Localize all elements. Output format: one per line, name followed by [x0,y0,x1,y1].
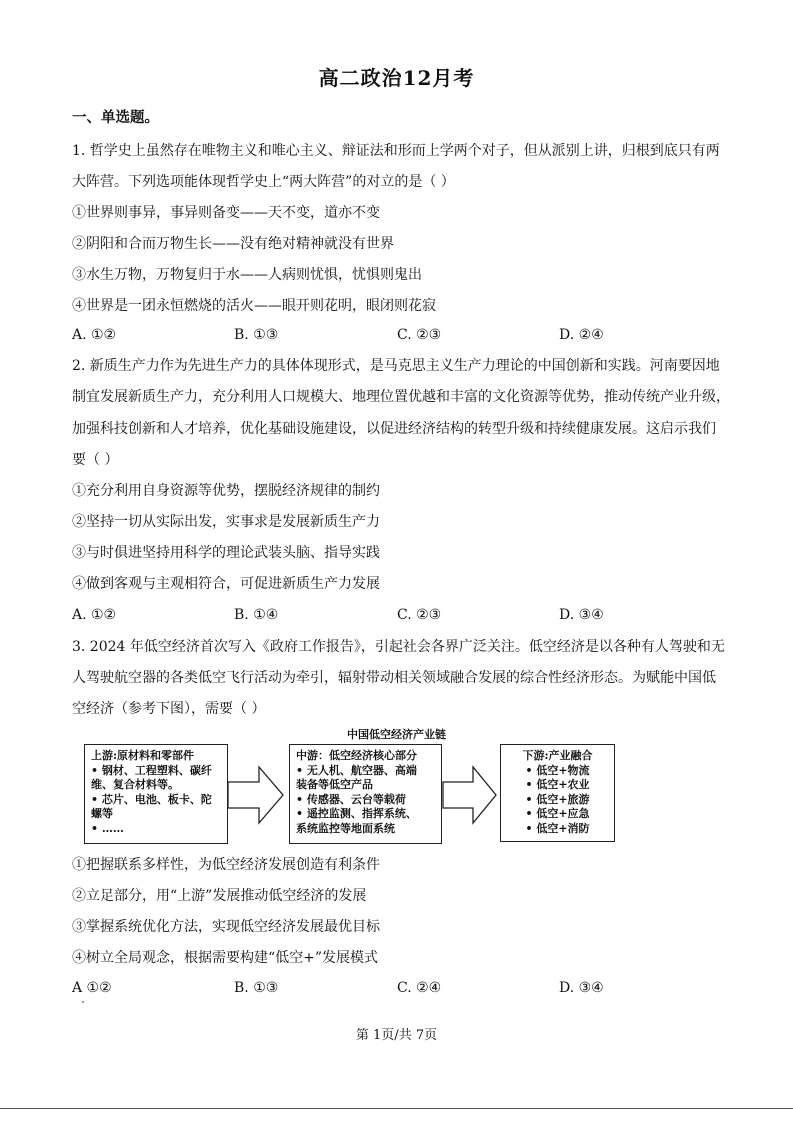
downstream-item: • 低空+农业 [525,778,590,791]
q1-option-d: D. ②④ [559,327,604,343]
q2-statement: ①充分利用自身资源等优势，摆脱经济规律的制约 [72,483,380,499]
q2-statement: ③与时俱进坚持用科学的理论武装头脑、指导实践 [72,545,380,561]
q3-stem-line: 人驾驶航空器的各类低空飞行活动为牵引，辐射带动相关领域融合发展的综合性经济形态。为赋能中国低 [72,670,716,686]
downstream-box [500,744,615,842]
midstream-heading: 中游：低空经济核心部分 [296,749,417,762]
downstream-item: • 低空+物流 [525,763,590,777]
q3-statement: ①把握联系多样性，为低空经济发展创造有利条件 [72,857,380,873]
upstream-item: 螺等 [91,807,113,820]
q2-statement: ④做到客观与主观相符合，可促进新质生产力发展 [72,576,380,592]
page-bottom-rule [0,1108,793,1109]
q3-stem-line: 空经济（参考下图），需要（ ） [72,701,266,717]
q1-option-b: B. ①③ [234,327,279,343]
q2-stem-line: 制宜发展新质生产力，充分利用人口规模大、地理位置优越和丰富的文化资源等优势，推动传统产业升级， [72,389,730,405]
q3-stem-line: 3. 2024 年低空经济首次写入《政府工作报告》，引起社会各界广泛关注。低空经济是以各种有人驾驶和无 [72,639,725,655]
midstream-item: 装备等低空产品 [296,778,373,791]
arrow-right-icon [227,764,285,826]
downstream-item: • 低空+消防 [525,821,590,835]
downstream-heading: 下游:产业融合 [522,749,593,762]
midstream-item: 系统监控等地面系统 [296,821,395,835]
section-heading: 一、单选题。 [72,109,159,126]
arrow-right-icon [442,764,498,826]
q1-option-c: C. ②③ [397,327,442,343]
midstream-item: • 遥控监测、指挥系统、 [296,807,417,820]
upstream-item: • …… [91,821,124,835]
upstream-item: • 钢材、工程塑料、碳纤 [91,763,212,777]
q1-stem-line: 1. 哲学史上虽然存在唯物主义和唯心主义、辩证法和形而上学两个对子，但从派别上讲，归根到底只有两 [72,143,720,159]
upstream-box [84,744,228,844]
q1-stem-line: 大阵营。下列选项能体现哲学史上“两大阵营”的对立的是（ ） [72,174,455,190]
q2-option-a: A. ①② [72,607,117,623]
q2-stem-line: 要（ ） [72,452,119,468]
q3-statement: ③掌握系统优化方法，实现低空经济发展最优目标 [72,919,380,935]
page-title: 高二政治12月考 [318,66,475,90]
upstream-heading: 上游:原材料和零部件 [91,749,195,762]
downstream-item: • 低空+旅游 [525,792,590,806]
q2-option-d: D. ③④ [559,607,604,623]
q2-stem-line: 2. 新质生产力作为先进生产力的具体体现形式，是马克思主义生产力理论的中国创新和实践。河南要因地 [72,358,720,374]
upstream-item: 维、复合材料等。 [91,778,179,791]
speck [82,1001,84,1003]
q1-statement: ①世界则事异，事异则备变——天不变，道亦不变 [72,205,380,221]
q1-statement: ②阴阳和合而万物生长——没有绝对精神就没有世界 [72,236,394,252]
q3-option-a: A ①② [72,980,112,996]
upstream-item: • 芯片、电池、板卡、陀 [91,792,212,806]
q3-option-c: C. ②④ [397,980,442,996]
downstream-item: • 低空+应急 [525,807,590,820]
q2-option-c: C. ②③ [397,607,442,623]
q3-statement: ④树立全局观念，根据需要构建“低空+”发展模式 [72,950,379,966]
q1-statement: ③水生万物，万物复归于水——人病则忧惧，忧惧则鬼出 [72,267,422,283]
q2-statement: ②坚持一切从实际出发，实事求是发展新质生产力 [72,514,380,530]
q2-stem-line: 加强科技创新和人才培养，优化基础设施建设，以促进经济结构的转型升级和持续健康发展。这启示我们 [72,421,716,437]
q3-statement: ②立足部分，用“上游”发展推动低空经济的发展 [72,888,367,904]
midstream-item: • 传感器、云台等载荷 [296,792,406,806]
q3-option-d: D. ③④ [559,980,604,996]
diagram-title: 中国低空经济产业链 [347,728,446,741]
page-footer: 第 1页/共 7页 [355,1028,438,1043]
q1-option-a: A. ①② [72,327,117,343]
midstream-box [289,744,442,844]
q2-option-b: B. ①④ [234,607,279,623]
q3-option-b: B. ①③ [234,980,279,996]
midstream-item: • 无人机、航空器、高端 [296,763,417,777]
q1-statement: ④世界是一团永恒燃烧的活火——眼开则花明，眼闭则花寂 [72,298,436,314]
